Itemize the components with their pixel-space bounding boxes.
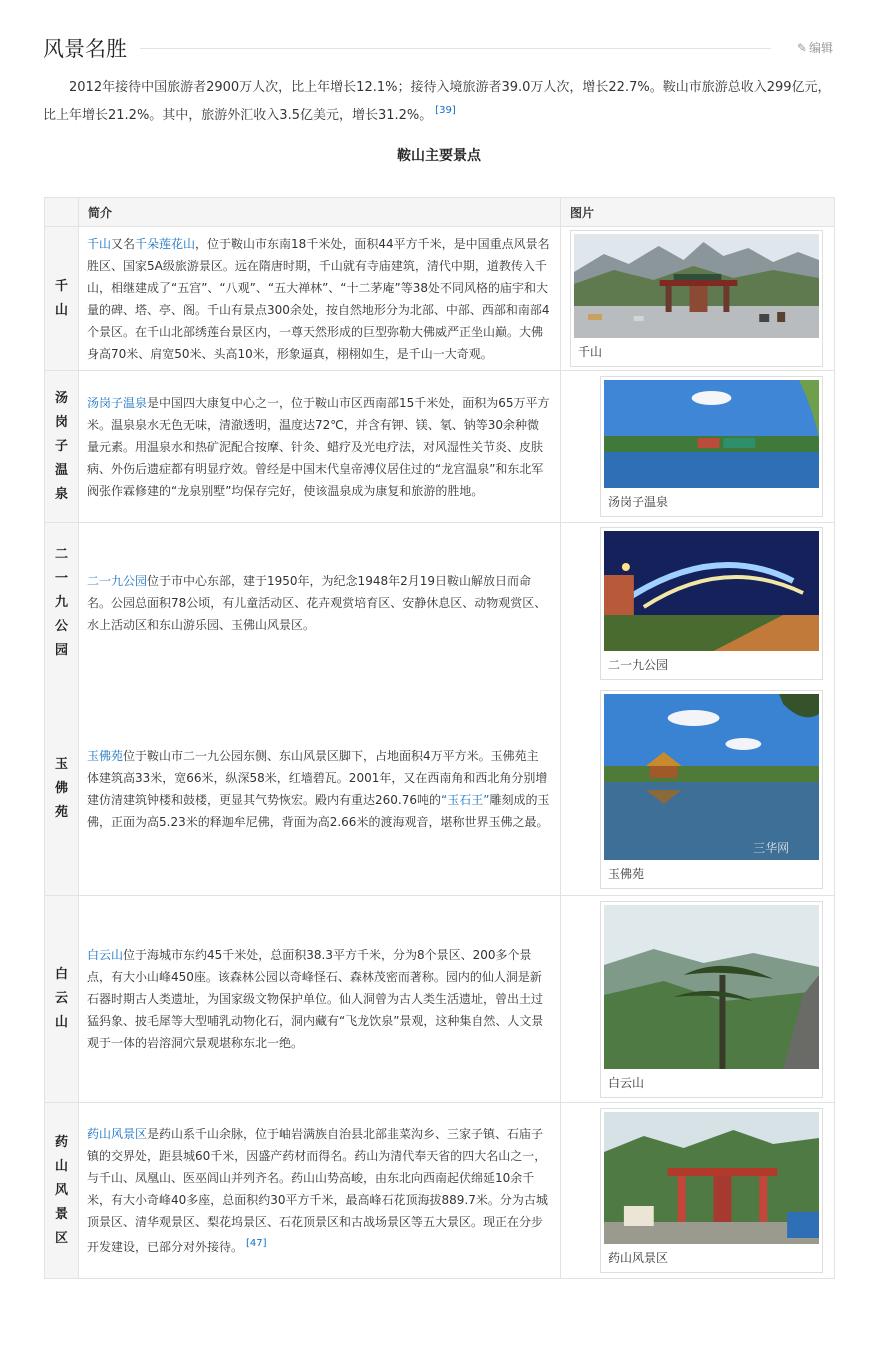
intro-text: 2012年接待中国旅游者2900万人次，比上年增长12.1%；接待入境旅游者39.0万人次，增长22.7%。鞍山市旅游总收入299亿元，比上年增长21.2%。其中，旅游外汇收入3.5亿美元，增长31.2%。 — [43, 80, 831, 123]
place-link[interactable]: 汤岗子温泉 — [87, 395, 148, 410]
row-name: 玉佛苑 — [45, 684, 79, 896]
place-link[interactable]: 药山风景区 — [87, 1127, 148, 1141]
intro-citation[interactable]: [39] — [435, 105, 456, 116]
tanggangzi-photo — [604, 380, 819, 488]
picture-caption: 二一九公园 — [608, 657, 669, 672]
qianshan-photo — [574, 234, 819, 338]
picture-frame[interactable] — [600, 376, 823, 517]
row-name: 千山 — [45, 227, 79, 371]
section-header — [43, 34, 833, 66]
intro-paragraph — [43, 76, 833, 127]
table-row — [45, 1103, 835, 1279]
row-name: 白云山 — [45, 896, 79, 1103]
table-row — [45, 227, 835, 371]
picture-caption: 汤岗子温泉 — [608, 495, 669, 509]
header-name — [45, 198, 79, 227]
row-picture — [561, 227, 835, 371]
row-picture — [561, 371, 835, 523]
row-description: 白云山位于海城市东约45千米处，总面积38.3平方千米，分为8个景区、200多个景点，有大小山峰450座。该森林公园以奇峰怪石、森林茂密而著称。园内的仙人洞是新石器时期古人类遗址，为国家级文物保护单位。仙人洞曾为古人类生活遗址，曾出土过猛犸象、披毛犀等大型哺乳动物化石，洞内藏有“飞龙饮泉”景观，这种集自然、人文景观于一体的岩溶洞穴景观堪称东北一绝。 — [79, 896, 561, 1103]
table-row — [45, 523, 835, 684]
table-caption: 鞍山主要景点 — [397, 148, 481, 164]
row-description: 二一九公园位于市中心东部，建于1950年，为纪念1948年2月19日鞍山解放日而命名。公园总面积78公顷，有儿童活动区、花卉观赏培育区、安静休息区、动物观赏区、水上活动区和东山游乐园、玉佛山风景区。 — [79, 523, 561, 684]
row-picture — [561, 896, 835, 1103]
row-picture — [561, 684, 835, 896]
place-link[interactable]: 白云山 — [87, 948, 124, 962]
picture-frame[interactable] — [600, 1108, 823, 1273]
pencil-icon: ✎ — [796, 41, 807, 55]
row-description: 千山又名千朵莲花山，位于鞍山市东南18千米处，面积44平方千米，是中国重点风景名胜区、国家5A级旅游景区。远在隋唐时期，千山就有寺庙建筑，清代中期，道教传入千山，相继建成了“五宫”、“八观”、“五大禅林”、“十二茅庵”等38处不同风格的庙宇和大量的碑、塔、亭、阁。千山有景点300余处，按自然地形分为北部、中部、西部和南部4个景区。在千山北部绣莲台景区内，一尊天然形成的巨型弥勒大佛威严正坐山巅。大佛身高70米、肩宽50米、头高10米，形象逼真，栩栩如生，是千山一大奇观。 — [79, 227, 561, 371]
edit-link[interactable] — [797, 39, 833, 57]
table-header-row — [45, 198, 835, 227]
row-description: 汤岗子温泉是中国四大康复中心之一，位于鞍山市区西南部15千米处，面积为65万平方米。温泉泉水无色无味，清澈透明，温度达72℃，并含有钾、镁、氡、钠等30余种微量元素。用温泉水和热矿泥配合按摩、针灸、蜡疗及光电疗法，对风湿性关节炎、皮肤病、外伤后遗症都有明显疗效。曾经是中国末代皇帝溥仪居住过的“龙宫温泉”和东北军阀张作霖修建的“龙泉别墅”均保存完好，使该温泉成为康复和旅游的胜地。 — [79, 371, 561, 523]
row-description: 玉佛苑位于鞍山市二一九公园东侧、东山风景区脚下，占地面积4万平方米。玉佛苑主体建筑高33米，宽66米，纵深58米，红墙碧瓦。2001年，又在西南角和西北角分别增建仿清建筑钟楼和鼓楼，更显其气势恢宏。殿内有重达260.76吨的“玉石王”雕刻成的玉佛，正面为高5.23米的释迦牟尼佛，背面为高2.66米的渡海观音，堪称世界玉佛之最。 — [79, 684, 561, 896]
row-picture — [561, 523, 835, 684]
picture-frame[interactable] — [600, 901, 823, 1098]
header-description: 简介 — [79, 198, 561, 227]
picture-caption: 千山 — [578, 345, 603, 359]
yufoyuan-photo — [604, 694, 819, 860]
row-name: 药山风景区 — [45, 1103, 79, 1279]
picture-frame[interactable] — [570, 230, 823, 367]
scenic-spots-table — [44, 197, 835, 1279]
picture-frame[interactable] — [600, 690, 823, 889]
row-citation[interactable]: [47] — [246, 1238, 267, 1249]
row-name: 汤岗子温泉 — [45, 371, 79, 523]
place-link[interactable]: 玉佛苑 — [87, 749, 124, 764]
section-title: 风景名胜 — [43, 37, 127, 61]
row-description: 药山风景区是药山系千山余脉，位于岫岩满族自治县北部韭菜沟乡、三家子镇、石庙子镇的交界处，距县城60千米，因盛产药材而得名。药山为清代奉天省的四大名山之一，与千山、凤凰山、医巫闾山并列齐名。药山山势高峻，由东北向西南起伏绵延10余千米，有大小奇峰40多座，总面积约30平方千米，最高峰石花顶海拔889.7米。分为古城顶景区、清华观景区、梨花坞景区、石花顶景区和古战场景区等五大景区。现正在分步开发建设，已部分对外接待。 [47] — [79, 1103, 561, 1279]
picture-caption: 玉佛苑 — [608, 866, 645, 881]
watermark: 三华网 — [753, 840, 790, 855]
edit-label: 编辑 — [808, 41, 833, 55]
section-divider — [140, 48, 771, 49]
header-picture: 图片 — [561, 198, 835, 227]
picture-caption: 白云山 — [608, 1075, 645, 1090]
table-row — [45, 684, 835, 896]
jade-king-link[interactable]: “玉石王” — [441, 793, 490, 808]
baiyunshan-photo — [604, 905, 819, 1069]
table-row — [45, 371, 835, 523]
picture-caption: 药山风景区 — [608, 1251, 669, 1265]
table-row — [45, 896, 835, 1103]
place-link[interactable]: 二一九公园 — [87, 574, 148, 589]
alias-link[interactable]: 千朵莲花山 — [135, 236, 196, 251]
yaoshan-photo — [604, 1112, 819, 1244]
picture-frame[interactable] — [600, 527, 823, 680]
row-name: 二一九公园 — [45, 523, 79, 684]
row-picture — [561, 1103, 835, 1279]
park-219-photo — [604, 531, 819, 651]
place-link[interactable]: 千山 — [87, 236, 112, 251]
